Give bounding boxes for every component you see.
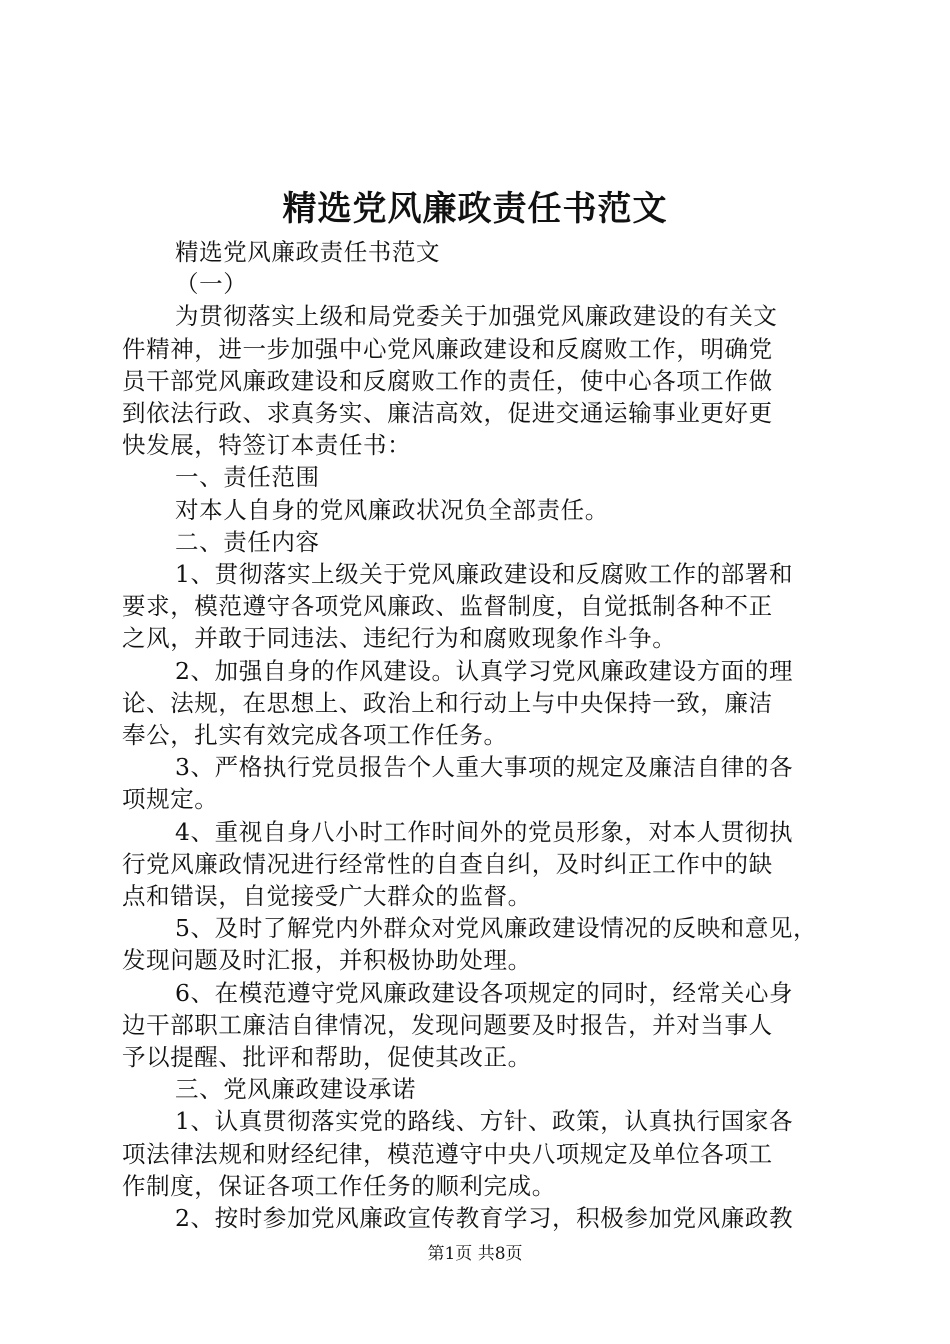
body-line: 行党风廉政情况进行经常性的自查自纠，及时纠正工作中的缺	[122, 849, 773, 878]
body-line: 三、党风廉政建设承诺	[175, 1075, 416, 1104]
body-line: 5、及时了解党内外群众对党风廉政建设情况的反映和意见，	[175, 914, 818, 943]
body-line: 奉公，扎实有效完成各项工作任务。	[122, 721, 508, 750]
body-line: 边干部职工廉洁自律情况，发现问题要及时报告，并对当事人	[122, 1010, 773, 1039]
document-body	[122, 236, 834, 1234]
body-line: 精选党风廉政责任书范文	[175, 238, 441, 266]
body-line: 3、严格执行党员报告个人重大事项的规定及廉洁自律的各	[175, 753, 794, 782]
body-line: 件精神，进一步加强中心党风廉政建设和反腐败工作，明确党	[122, 334, 773, 363]
page-footer: 第1页 共8页	[427, 1244, 523, 1264]
body-line: 到依法行政、求真务实、廉洁高效，促进交通运输事业更好更	[122, 399, 773, 428]
body-line: 二、责任内容	[175, 527, 320, 556]
body-line: 项规定。	[122, 785, 219, 814]
body-line: 为贯彻落实上级和局党委关于加强党风廉政建设的有关文	[175, 302, 778, 331]
body-line: 2、按时参加党风廉政宣传教育学习，积极参加党风廉政教	[175, 1204, 794, 1233]
body-line: 1、认真贯彻落实党的路线、方针、政策，认真执行国家各	[175, 1107, 794, 1136]
body-line: （一）	[175, 270, 248, 299]
body-line: 之风，并敢于同违法、违纪行为和腐败现象作斗争。	[122, 624, 677, 653]
body-line: 4、重视自身八小时工作时间外的党员形象，对本人贯彻执	[175, 817, 794, 846]
body-line: 一、责任范围	[175, 463, 320, 492]
body-line: 予以提醒、批评和帮助，促使其改正。	[122, 1043, 532, 1072]
body-line: 作制度，保证各项工作任务的顺利完成。	[122, 1171, 556, 1200]
body-line: 论、法规，在思想上、政治上和行动上与中央保持一致，廉洁	[122, 688, 773, 717]
body-line: 对本人自身的党风廉政状况负全部责任。	[175, 495, 609, 524]
document-title: 精选党风廉政责任书范文	[282, 189, 668, 229]
body-line: 2、加强自身的作风建设。认真学习党风廉政建设方面的理	[175, 656, 794, 685]
body-line: 快发展，特签订本责任书：	[122, 431, 412, 460]
body-line: 员干部党风廉政建设和反腐败工作的责任，使中心各项工作做	[122, 366, 773, 395]
body-line: 6、在模范遵守党风廉政建设各项规定的同时，经常关心身	[175, 978, 794, 1007]
body-line: 点和错误，自觉接受广大群众的监督。	[122, 882, 532, 911]
body-line: 1、贯彻落实上级关于党风廉政建设和反腐败工作的部署和	[175, 560, 794, 589]
body-line: 发现问题及时汇报，并积极协助处理。	[122, 946, 532, 975]
body-line: 要求，模范遵守各项党风廉政、监督制度，自觉抵制各种不正	[122, 592, 773, 621]
body-line: 项法律法规和财经纪律，模范遵守中央八项规定及单位各项工	[122, 1139, 773, 1168]
